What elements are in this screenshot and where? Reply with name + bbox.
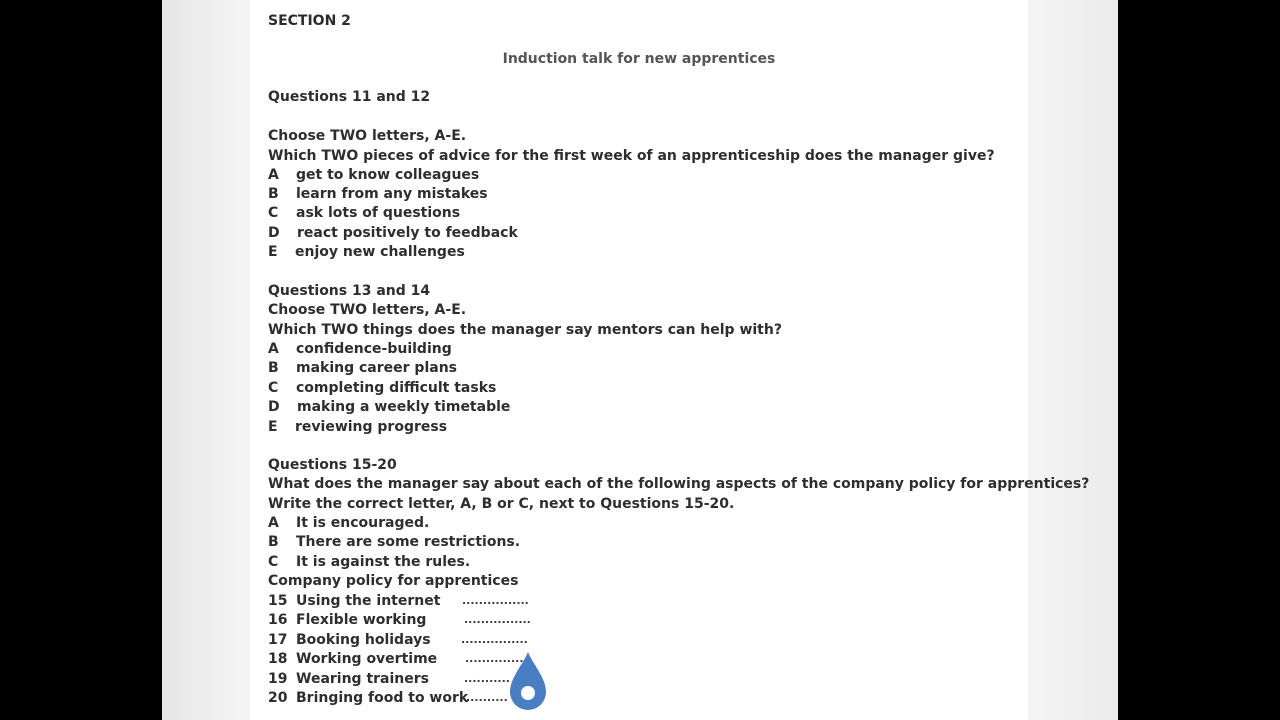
item-number: 18 [268, 651, 288, 667]
option-text: learn from any mistakes [296, 186, 488, 202]
policy-item [268, 611, 531, 629]
item-number: 15 [268, 593, 288, 609]
q11-12-option [268, 185, 488, 203]
item-label: Wearing trainers [296, 671, 429, 687]
section-subtitle: Induction talk for new apprentices [502, 51, 776, 67]
option-text: completing difficult tasks [296, 380, 497, 396]
q15-20-option [268, 514, 429, 532]
option-text: ask lots of questions [296, 205, 461, 221]
policy-item [268, 670, 510, 688]
q11-12-option [268, 224, 518, 242]
q15-20-option [268, 533, 520, 551]
option-letter: C [268, 380, 279, 396]
option-text: It is against the rules. [296, 554, 471, 570]
section-title: SECTION 2 [268, 13, 351, 29]
right-letterbox [1118, 0, 1280, 720]
answer-blank[interactable]: ........... [464, 672, 510, 685]
option-letter: B [268, 186, 279, 202]
q11-12-option [268, 243, 465, 261]
q13-14-option [268, 398, 510, 416]
q13-14-option [268, 418, 447, 436]
option-letter: D [268, 225, 280, 241]
option-text: get to know colleagues [296, 167, 480, 183]
item-number: 17 [268, 632, 288, 648]
q13-14-heading: Questions 13 and 14 [268, 283, 431, 299]
item-label: Booking holidays [296, 632, 431, 648]
option-text: making career plans [296, 360, 457, 376]
answer-blank[interactable]: ................ [462, 594, 529, 607]
option-text: enjoy new challenges [295, 244, 465, 260]
policy-item [268, 650, 524, 668]
answer-blank[interactable]: ................ [464, 613, 531, 626]
option-letter: C [268, 205, 279, 221]
option-text: There are some restrictions. [296, 534, 521, 550]
option-letter: E [268, 244, 278, 260]
answer-blank[interactable]: ................ [461, 633, 528, 646]
item-label: Working overtime [296, 651, 438, 667]
option-text: making a weekly timetable [297, 399, 511, 415]
q11-12-option [268, 204, 460, 222]
q15-20-heading: Questions 15-20 [268, 457, 397, 473]
item-label: Using the internet [296, 593, 441, 609]
q15-20-option [268, 553, 470, 571]
policy-list-title: Company policy for apprentices [268, 573, 519, 589]
item-number: 16 [268, 612, 288, 628]
option-text: reviewing progress [295, 419, 448, 435]
policy-item [268, 592, 529, 610]
selection-handle-icon[interactable] [508, 650, 548, 714]
option-letter: A [268, 515, 279, 531]
q13-14-question: Which TWO things does the manager say mentors can help with? [268, 322, 782, 338]
q15-20-question: What does the manager say about each of the following aspects of the company policy for apprentices? [268, 476, 1090, 492]
left-letterbox [0, 0, 162, 720]
policy-item [268, 631, 528, 649]
q11-12-heading: Questions 11 and 12 [268, 89, 431, 105]
option-letter: B [268, 360, 279, 376]
q11-12-instruction: Choose TWO letters, A-E. [268, 128, 467, 144]
option-text: react positively to feedback [297, 225, 518, 241]
item-label: Flexible working [296, 612, 427, 628]
option-letter: E [268, 419, 278, 435]
q15-20-instruction: Write the correct letter, A, B or C, next to Questions 15-20. [268, 496, 735, 512]
option-letter: C [268, 554, 279, 570]
q13-14-option [268, 379, 496, 397]
item-number: 20 [268, 690, 288, 706]
answer-blank[interactable]: .......... [466, 691, 508, 704]
policy-item [268, 689, 508, 707]
option-text: It is encouraged. [296, 515, 430, 531]
q13-14-option [268, 340, 452, 358]
q13-14-option [268, 359, 457, 377]
option-letter: B [268, 534, 279, 550]
q11-12-option [268, 166, 479, 184]
option-letter: A [268, 167, 279, 183]
q13-14-instruction: Choose TWO letters, A-E. [268, 302, 467, 318]
answer-blank[interactable]: .............. [465, 652, 524, 665]
option-text: confidence-building [296, 341, 452, 357]
option-letter: A [268, 341, 279, 357]
option-letter: D [268, 399, 280, 415]
item-label: Bringing food to work [296, 690, 469, 706]
item-number: 19 [268, 671, 288, 687]
q11-12-question: Which TWO pieces of advice for the first week of an apprenticeship does the manager give? [268, 148, 995, 164]
